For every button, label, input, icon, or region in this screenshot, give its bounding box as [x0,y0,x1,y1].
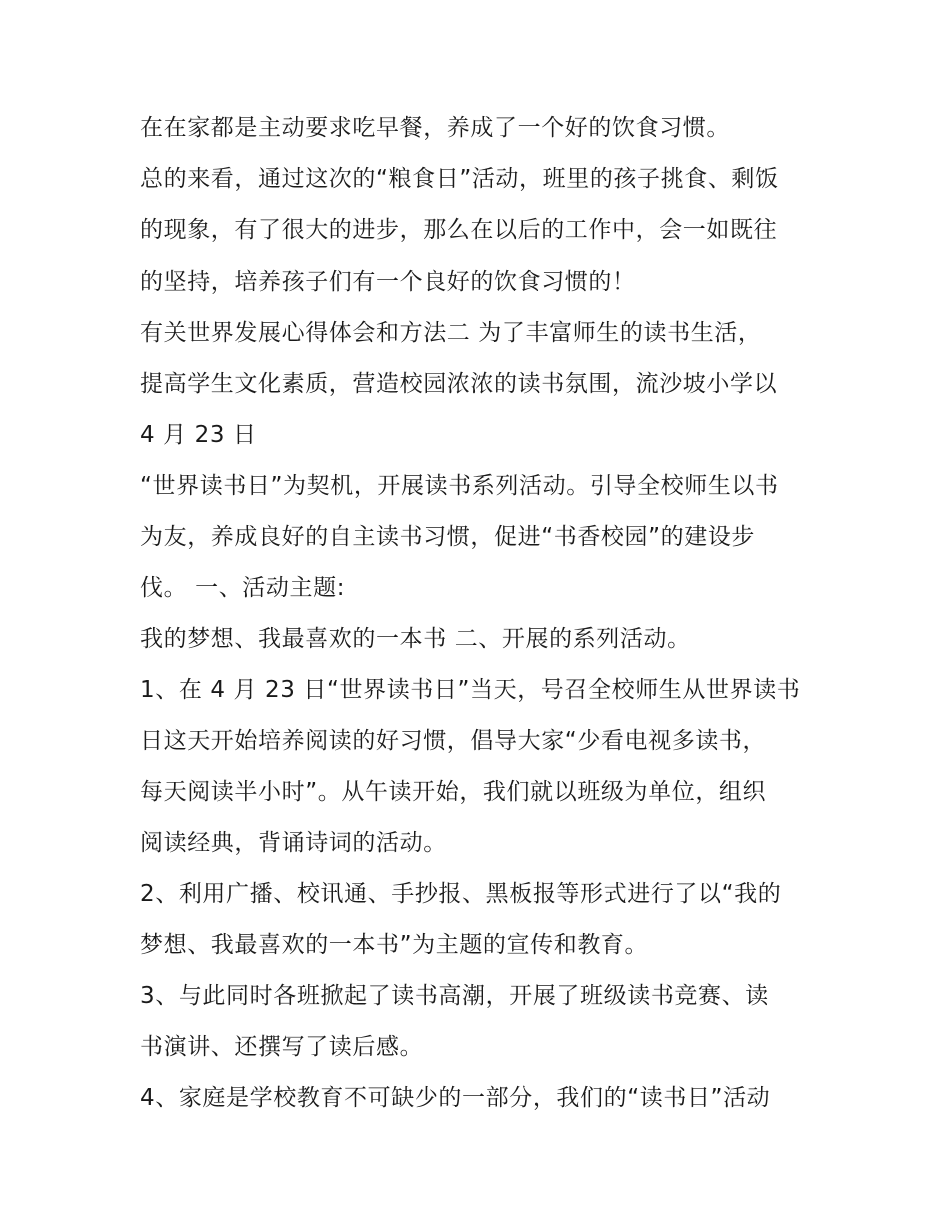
text-line: 的坚持，培养孩子们有一个良好的饮食习惯的！ [140,269,636,295]
text-line: 1、在 4 月 23 日“世界读书日”当天，号召全校师生从世界读书 [140,677,801,703]
text-line: 日这天开始培养阅读的好习惯，倡导大家“少看电视多读书， [140,728,767,754]
text-line: 我的梦想、我最喜欢的一本书 二、开展的系列活动。 [140,626,691,652]
text-line: 梦想、我最喜欢的一本书”为主题的宣传和教育。 [140,932,649,958]
text-line: 4 月 23 日 [140,422,257,448]
text-line: 有关世界发展心得体会和方法二 为了丰富师生的读书生活， [140,320,762,346]
text-line: 书演讲、还撰写了读后感。 [140,1034,424,1060]
text-line: “世界读书日”为契机，开展读书系列活动。引导全校师生以书 [140,473,779,499]
text-line: 3、与此同时各班掀起了读书高潮，开展了班级读书竞赛、读 [140,983,769,1009]
text-line: 提高学生文化素质，营造校园浓浓的读书氛围，流沙坡小学以 [140,371,778,397]
text-line: 2、利用广播、校讯通、手抄报、黑板报等形式进行了以“我的 [140,881,782,907]
text-line: 每天阅读半小时”。从午读开始，我们就以班级为单位，组织 [140,779,767,805]
text-line: 的现象，有了很大的进步，那么在以后的工作中，会一如既往 [140,217,778,243]
text-line: 总的来看，通过这次的“粮食日”活动，班里的孩子挑食、剩饭 [140,166,779,192]
text-line: 伐。 一、活动主题: [140,575,346,601]
text-line: 在在家都是主动要求吃早餐，养成了一个好的饮食习惯。 [140,115,730,141]
text-line: 阅读经典，背诵诗词的活动。 [140,830,447,856]
text-line: 4、家庭是学校教育不可缺少的一部分，我们的“读书日”活动 [140,1085,771,1111]
text-line: 为友，养成良好的自主读书习惯，促进“书香校园”的建设步 [140,524,756,550]
